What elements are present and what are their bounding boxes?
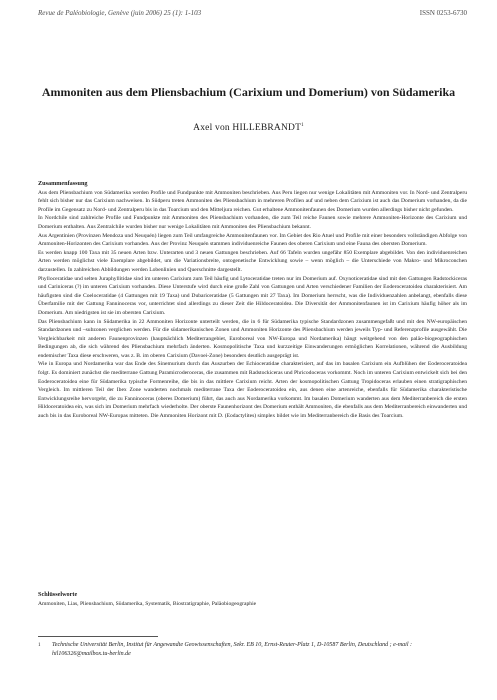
keywords-text: Ammoniten, Lias, Pliensbachium, Südamerika, Systematik, Biostratigraphie, Paläobiogeographie (38, 600, 257, 607)
issn-label: ISSN 0253-6730 (419, 9, 467, 17)
keywords-section (38, 591, 467, 608)
author-name: Axel von HILLEBRANDT (193, 123, 302, 133)
keywords-heading: Schlüsselworte (38, 591, 78, 598)
abstract-paragraph: In Nordchile sind zahlreiche Profile und Fundpunkte mit Ammoniten des Pliensbachium vorhanden, die zum Teil reiche Faunen sowie mehrere Ammoniten-Horizonte des Carixium und Domerium enthalten. Aus Zentralchile wurden bisher nur wenige Lokalitäten mit Ammoniten des Pliensbachium bekannt. (38, 215, 467, 230)
abstract-paragraph: Aus Argentinien (Provinzen Mendoza und Neuquén) liegen zum Teil umfangreiche Ammonitenfaunen vor. Im Gebiet des Rio Atuel und Profile mit einer besonders vollständigen Abfolge von Ammoniten-Horizonten des Carixium vorhanden. Aus der Provinz Neuquén stammen individuenreiche Faunen des oberen Carixium und eine Fauna des obersten Domerium. (38, 232, 467, 248)
journal-citation: Revue de Paléobiologie, Genève (juin 2006) 25 (1): 1-103 (38, 9, 202, 17)
running-head (38, 9, 467, 17)
abstract-section (38, 180, 467, 421)
author-footnote-mark: 1 (301, 123, 304, 128)
abstract-paragraph: Wie in Europa und Nordamerika war das Ende des Sinemurium durch das Auszurben der Echioceratidae charakterisiert, auf das im basalen Carixium ein Aufblühen der Eoderoceratoidea folgt. Es dominiert zunächst die mediterrane Gattung Paramicroderoceras, die zusammen mit Radstockiceras und Phricodoceras vorkommt. Noch im unteren Carixium entwickelt sich bei den Eoderoceratoidea eine für Südamerika typische Formenreihe, die bis in das mittlere Carixium reicht. Arten der kosmopolitischen Gattung Tropidoceras erlauben einen stratigraphischen Vergleich. Im mittleren Teil der Ibex Zone wanderten nochmals mediterrane Taxa der Eoderoceratoidea ein, aus denen eine artenreiche, ebenfalls für Südamerika charakteristische Entwicklungsreihe hervorgeht, die zu Fanninoceras (oberes Domerium) führt, das auch aus Nordamerika vorkommt. Im basalen Domerium wanderten aus dem Mediterranbereich die ersten Hildoceratoidea ein, was sich im Domerium mehrfach wiederholte. Der oberste Faunenhorizont des Domerium enthält Ammoniten, die ebenfalls aus dem Mediterranbereich einwanderten und auch bis in das Euroboreal NW-Europas mitteten. Die Ammoniten Horizont mit D. (Eodactylites) simplex bildet wie im Mediterranbereich die Basis des Toarcium. (38, 361, 467, 420)
footnote (38, 641, 467, 659)
abstract-paragraph: Das Pliensbachium kann in Südamerika in 22 Ammoniten Horizonte unterteilt werden, die in 6 für Südamerika typische Standardzonen zusammengefaßt und mit den NW-europäischen Standardzonen und –subzonen verglichen werden. Für die südamerikanischen Zonen und Ammoniten Horizonte des Pliensbachium werden jeweils Typ- und Referenzprofile ausgewählt. Die Vergleichbarkeit mit anderen Faunenprovinzen (hauptsächlich Mediterrangebiet, Euroboreal von NW-Europa und Nordamerika) hängt weitgehend von den paläo-biogeographischen Bedingungen ab, die sich während des Pliensbachium mehrfach änderten. Kosmopolitische Taxa und kurzzeitige Einwanderungen ermöglichen Korrelationen, während die Ausbildung endemischer Taxa diese erschweren, was z. B. im oberen Carixium (Davoei-Zone) besonders deutlich ausgeprägt ist. (38, 318, 467, 359)
abstract-paragraph: Es werden knapp 100 Taxa mit 35 neuen Arten bzw. Unterarten und 3 neuen Gattungen beschrieben. Auf 66 Tafeln wurden ungefähr 850 Exemplare abgebildet. Von den individuenreichen Arten werden möglichst viele Exemplare abgebildet, um die Variationsbreite, ontogenetische Entwicklung sowie – wenn möglich – die Unterschiede von Makro- und Mikroconchen darzustellen. In zahlreichen Abbildungen werden Lobenlinien und Querschnitte dargestellt. (38, 249, 467, 273)
paper-title: Ammoniten aus dem Pliensbachium (Carixium und Domerium) von Südamerika (41, 85, 456, 99)
abstract-paragraph: Phylloceratidae und selten Juraphyllitidae sind im unteren Carixium zum Teil häufig und Lytoceratidae treten nur im Domerium auf. Oxynoticeratidae sind mit den Gattungen Radstockiceras und Cariniceras (?) im unteren Carixium vorhanden. Diese Unterstufe wird durch eine große Zahl von Gattungen und Arten verschiedener Familien der Eoderoceratoidea charakterisiert. Am häufigsten sind die Coeloceratidae (4 Gattungen mit 19 Taxa) und Dubariceratidae (5 Gattungen mit 27 Taxa). Im Domerium herrscht, was die Individuenzahlen anbelangt, ebenfalls diese Überfamilie mit der Gattung Fanninoceras vor, unterrichtet sind allerdings zu dieser Zeit die Hildoceratoidea. Die Diversität der Ammonitenfaunen ist im Carixium häufig höher als im Domerium. Am niedrigsten ist sie im obersten Carixium. (38, 275, 467, 316)
footnote-marker: 1 (38, 643, 41, 648)
abstract-heading: Zusammenfassung (38, 180, 88, 187)
author-line (30, 123, 467, 133)
abstract-paragraph: Aus dem Pliensbachium von Südamerika werden Profile und Fundpunkte mit Ammoniten beschrieben. Aus Peru liegen nur wenige Lokalitäten mit Ammoniten vor. In Nord- und Zentralperu fehlt sich bisher nur das Carixium nachweisen. In Südperu treten Ammoniten des Pliensbachium in mehreren Profilen auf und neben dem Carixium ist auch das Domerium vorhanden, da die Profile im Gegensatz zu Nord- und Zentralperu bis in das Toarcium und den Mitteljura reichen. Gut erhaltene Ammonitenfaunen des Domerium wurden allerdings bisher nicht gefunden. (38, 189, 467, 213)
footnote-text: Technische Universität Berlin, Institut für Angewandte Geowissenschaften, Sekr. EB 10, Ernst-Reuter-Platz 1, D-10587 Berlin, Deutschland ; e-mail : hil106326@mailbox.tu-berlin.de (52, 642, 412, 657)
footnote-divider (38, 636, 158, 637)
